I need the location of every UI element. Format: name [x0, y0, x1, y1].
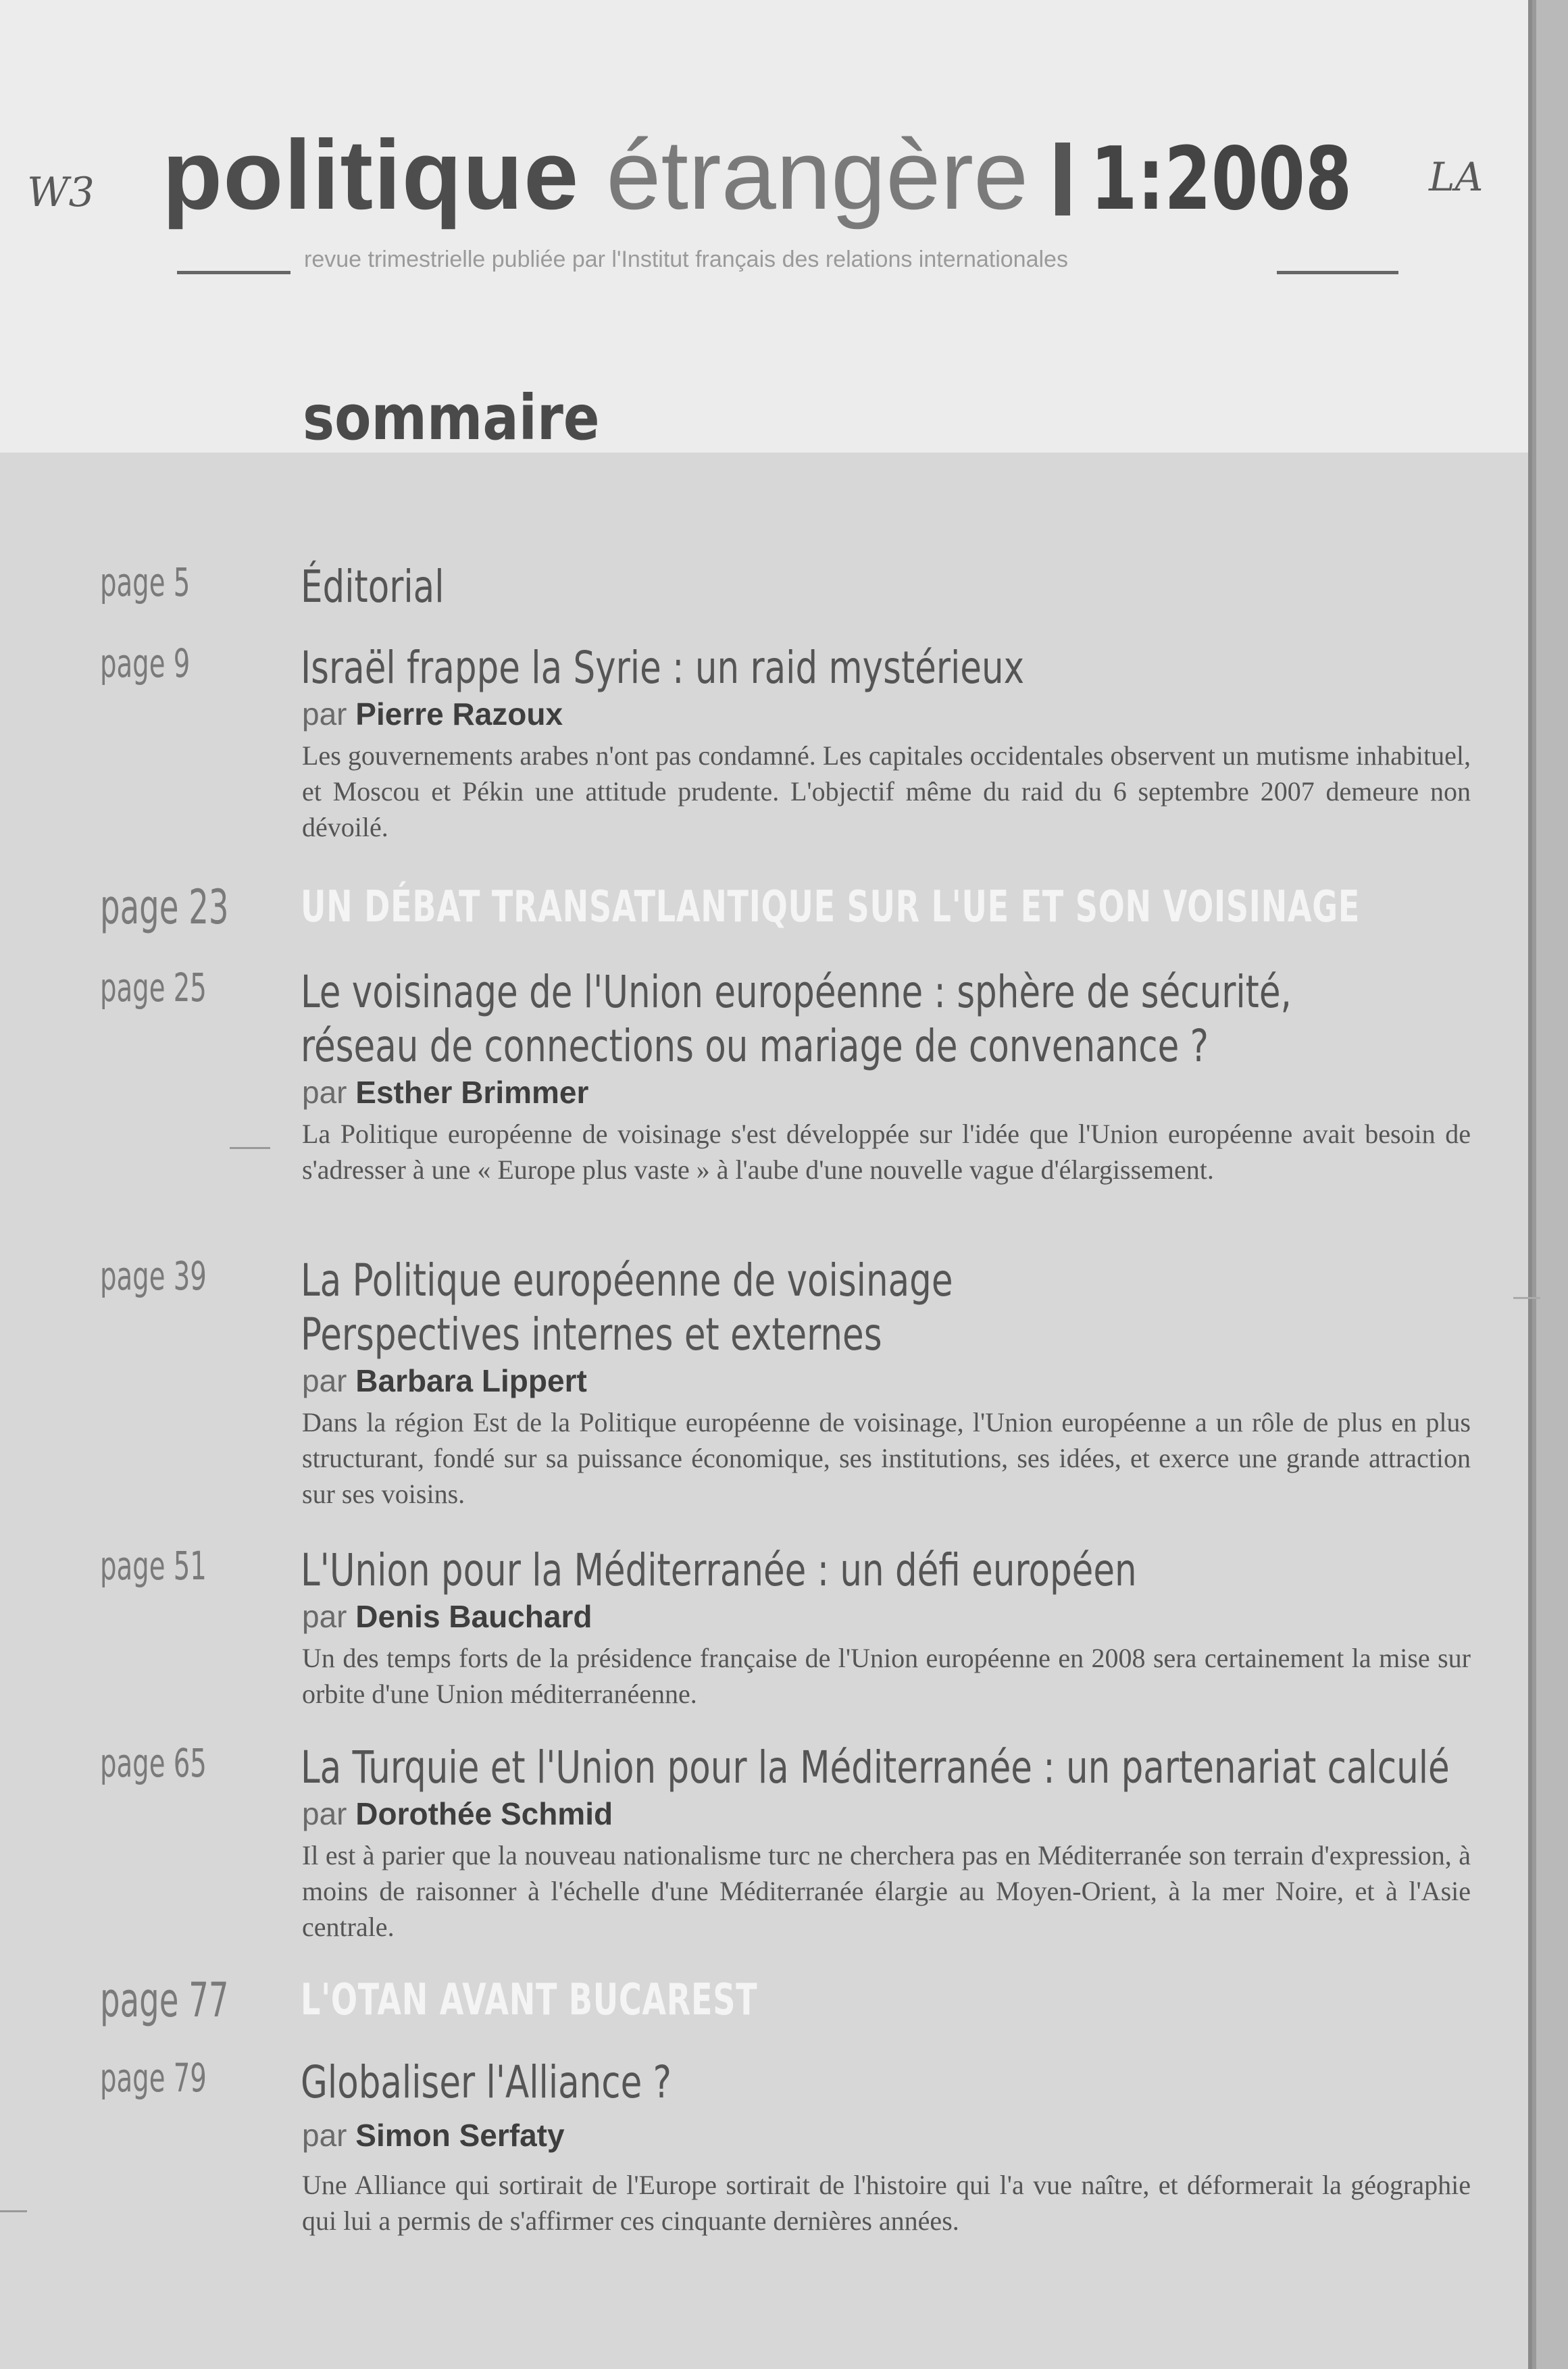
- toc-abstract: Dans la région Est de la Politique européenne de voisinage, l'Union européenne a un rôle de plus en plus structurant, fondé sur sa puissance économique, ses institutions, ses idées, et exerce une grande attraction sur ses voisins.: [302, 1407, 1471, 1509]
- toc-title: Israël frappe la Syrie : un raid mystérieux: [301, 642, 1025, 694]
- masthead-issue: 1:2008: [1090, 129, 1352, 230]
- toc-page-number: page 25: [100, 965, 207, 1011]
- toc-author: par Denis Bauchard: [302, 1599, 592, 1634]
- toc-page-number: page 9: [100, 640, 191, 686]
- subtitle-rule-left: [177, 271, 290, 274]
- toc-section-title: UN DÉBAT TRANSATLANTIQUE SUR L'UE ET SON VOISINAGE: [301, 882, 1361, 932]
- toc-page-number: page 51: [100, 1543, 207, 1589]
- toc-section-title: L'OTAN AVANT BUCAREST: [301, 1975, 758, 2025]
- book-binding: [1532, 0, 1568, 2369]
- toc-title-line1: La Politique européenne de voisinage: [301, 1254, 953, 1306]
- edge-mark: [1513, 1297, 1540, 1299]
- toc-abstract: La Politique européenne de voisinage s'est développée sur l'idée que l'Union européenne avait besoin de s'adresser à une « Europe plus vaste » à l'aube d'une nouvelle vague d'élargissement.: [302, 1119, 1471, 1185]
- subtitle-rule-right: [1277, 271, 1398, 274]
- toc-abstract: Il est à parier que la nouveau nationalisme turc ne cherchera pas en Méditerranée son terrain d'expression, à moins de raisonner à l'échelle d'une Méditerranée élargie au Moyen-Orient, à la mer Noire, et à l'Asie centrale.: [302, 1840, 1471, 1942]
- toc-author: par Simon Serfaty: [302, 2118, 565, 2153]
- masthead-title-light: étrangère: [606, 120, 1029, 230]
- masthead: [162, 118, 1426, 232]
- toc-author: par Esther Brimmer: [302, 1075, 589, 1110]
- toc-page-number: page 23: [100, 880, 229, 935]
- toc-heading: sommaire: [303, 382, 600, 454]
- toc-title: L'Union pour la Méditerranée : un défi européen: [301, 1544, 1137, 1596]
- toc-page-number: page 5: [100, 559, 191, 605]
- handwritten-note-left: W3: [27, 169, 95, 216]
- toc-page-number: page 79: [100, 2055, 207, 2101]
- masthead-title-bold: politique: [162, 120, 580, 230]
- toc-page-number: page 39: [100, 1253, 207, 1299]
- toc-page-number: page 65: [100, 1740, 207, 1786]
- handwritten-note-right: LA: [1429, 154, 1484, 200]
- toc-title-line1: Le voisinage de l'Union européenne : sphère de sécurité,: [301, 966, 1292, 1018]
- toc-title-line2: Perspectives internes et externes: [301, 1308, 882, 1360]
- toc-title: La Turquie et l'Union pour la Méditerranée : un partenariat calculé: [301, 1741, 1450, 1793]
- toc-title-line2: réseau de connections ou mariage de convenance ?: [301, 1020, 1209, 1072]
- toc-page-number: page 77: [100, 1972, 229, 2028]
- toc-title: Éditorial: [301, 561, 445, 613]
- toc-abstract: Les gouvernements arabes n'ont pas condamné. Les capitales occidentales observent un mutisme inhabituel, et Moscou et Pékin une attitude prudente. L'objectif même du raid du 6 septembre 2007 demeure non dévoilé.: [302, 740, 1471, 842]
- margin-mark: [230, 1147, 270, 1149]
- margin-mark: [0, 2210, 27, 2212]
- toc-title: Globaliser l'Alliance ?: [301, 2056, 672, 2108]
- toc-abstract: Un des temps forts de la présidence française de l'Union européenne en 2008 sera certainement la mise sur orbite d'une Union méditerranéenne.: [302, 1643, 1471, 1709]
- masthead-subtitle: revue trimestrielle publiée par l'Institut français des relations internationales: [304, 247, 1068, 272]
- toc-author: par Pierre Razoux: [302, 696, 563, 732]
- toc-abstract: Une Alliance qui sortirait de l'Europe sortirait de l'histoire qui l'a vue naître, et déformerait la géographie qui lui a permis de s'affirmer ces cinquante dernières années.: [302, 2170, 1471, 2236]
- toc-author: par Barbara Lippert: [302, 1363, 587, 1398]
- masthead-divider: [1055, 143, 1070, 215]
- toc-author: par Dorothée Schmid: [302, 1796, 613, 1831]
